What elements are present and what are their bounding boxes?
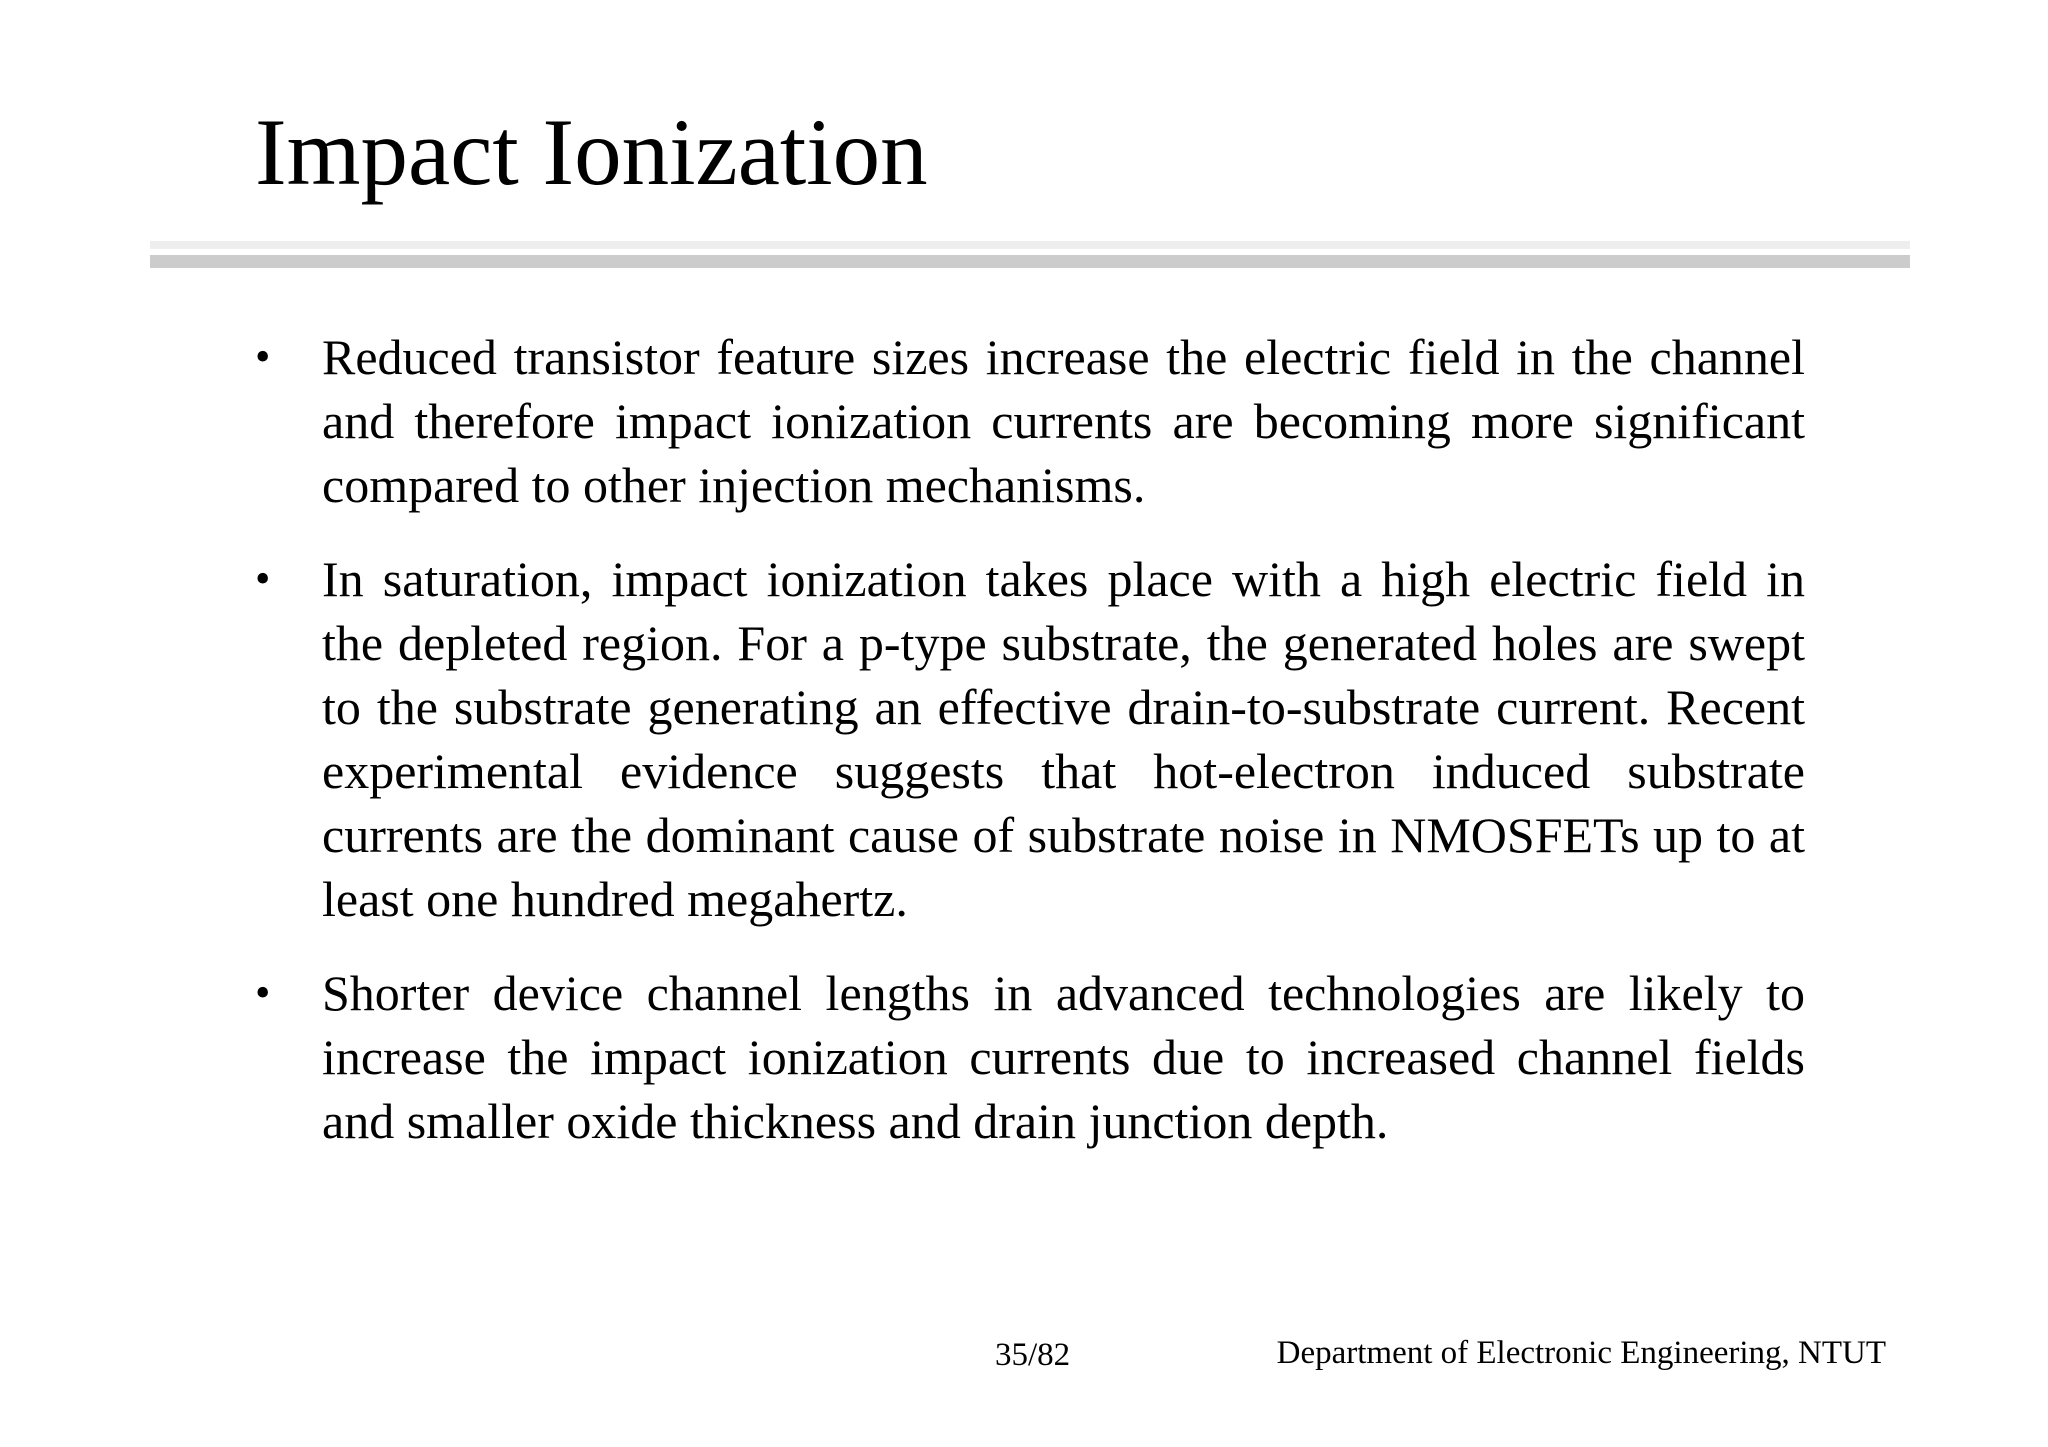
title-divider-dark [150,255,1910,268]
bullet-dot-icon: • [255,968,271,1017]
bullet-text: Reduced transistor feature sizes increase the electric field in the channel and therefore impact ionization currents are becoming more significant compared to other injection mechanisms. [322,329,1805,513]
slide-title: Impact Ionization [255,99,928,205]
bullet-list [255,325,1805,1183]
bullet-item [255,325,1805,517]
title-divider-light [150,241,1910,249]
footer-department: Department of Electronic Engineering, NTUT [1276,1335,1886,1371]
page-number: 35/82 [995,1337,1071,1373]
bullet-dot-icon: • [255,554,271,603]
bullet-text: Shorter device channel lengths in advanced technologies are likely to increase the impact ionization currents due to increased channel fields and smaller oxide thickness and drain junction depth. [322,965,1805,1149]
bullet-dot-icon: • [255,332,271,381]
bullet-item [255,961,1805,1153]
bullet-item [255,547,1805,931]
bullet-text: In saturation, impact ionization takes place with a high electric field in the depleted region. For a p-type substrate, the generated holes are swept to the substrate generating an effective drain-to-substrate current. Recent experimental evidence suggests that hot-electron induced substrate currents are the dominant cause of substrate noise in NMOSFETs up to at least one hundred megahertz. [322,551,1805,927]
